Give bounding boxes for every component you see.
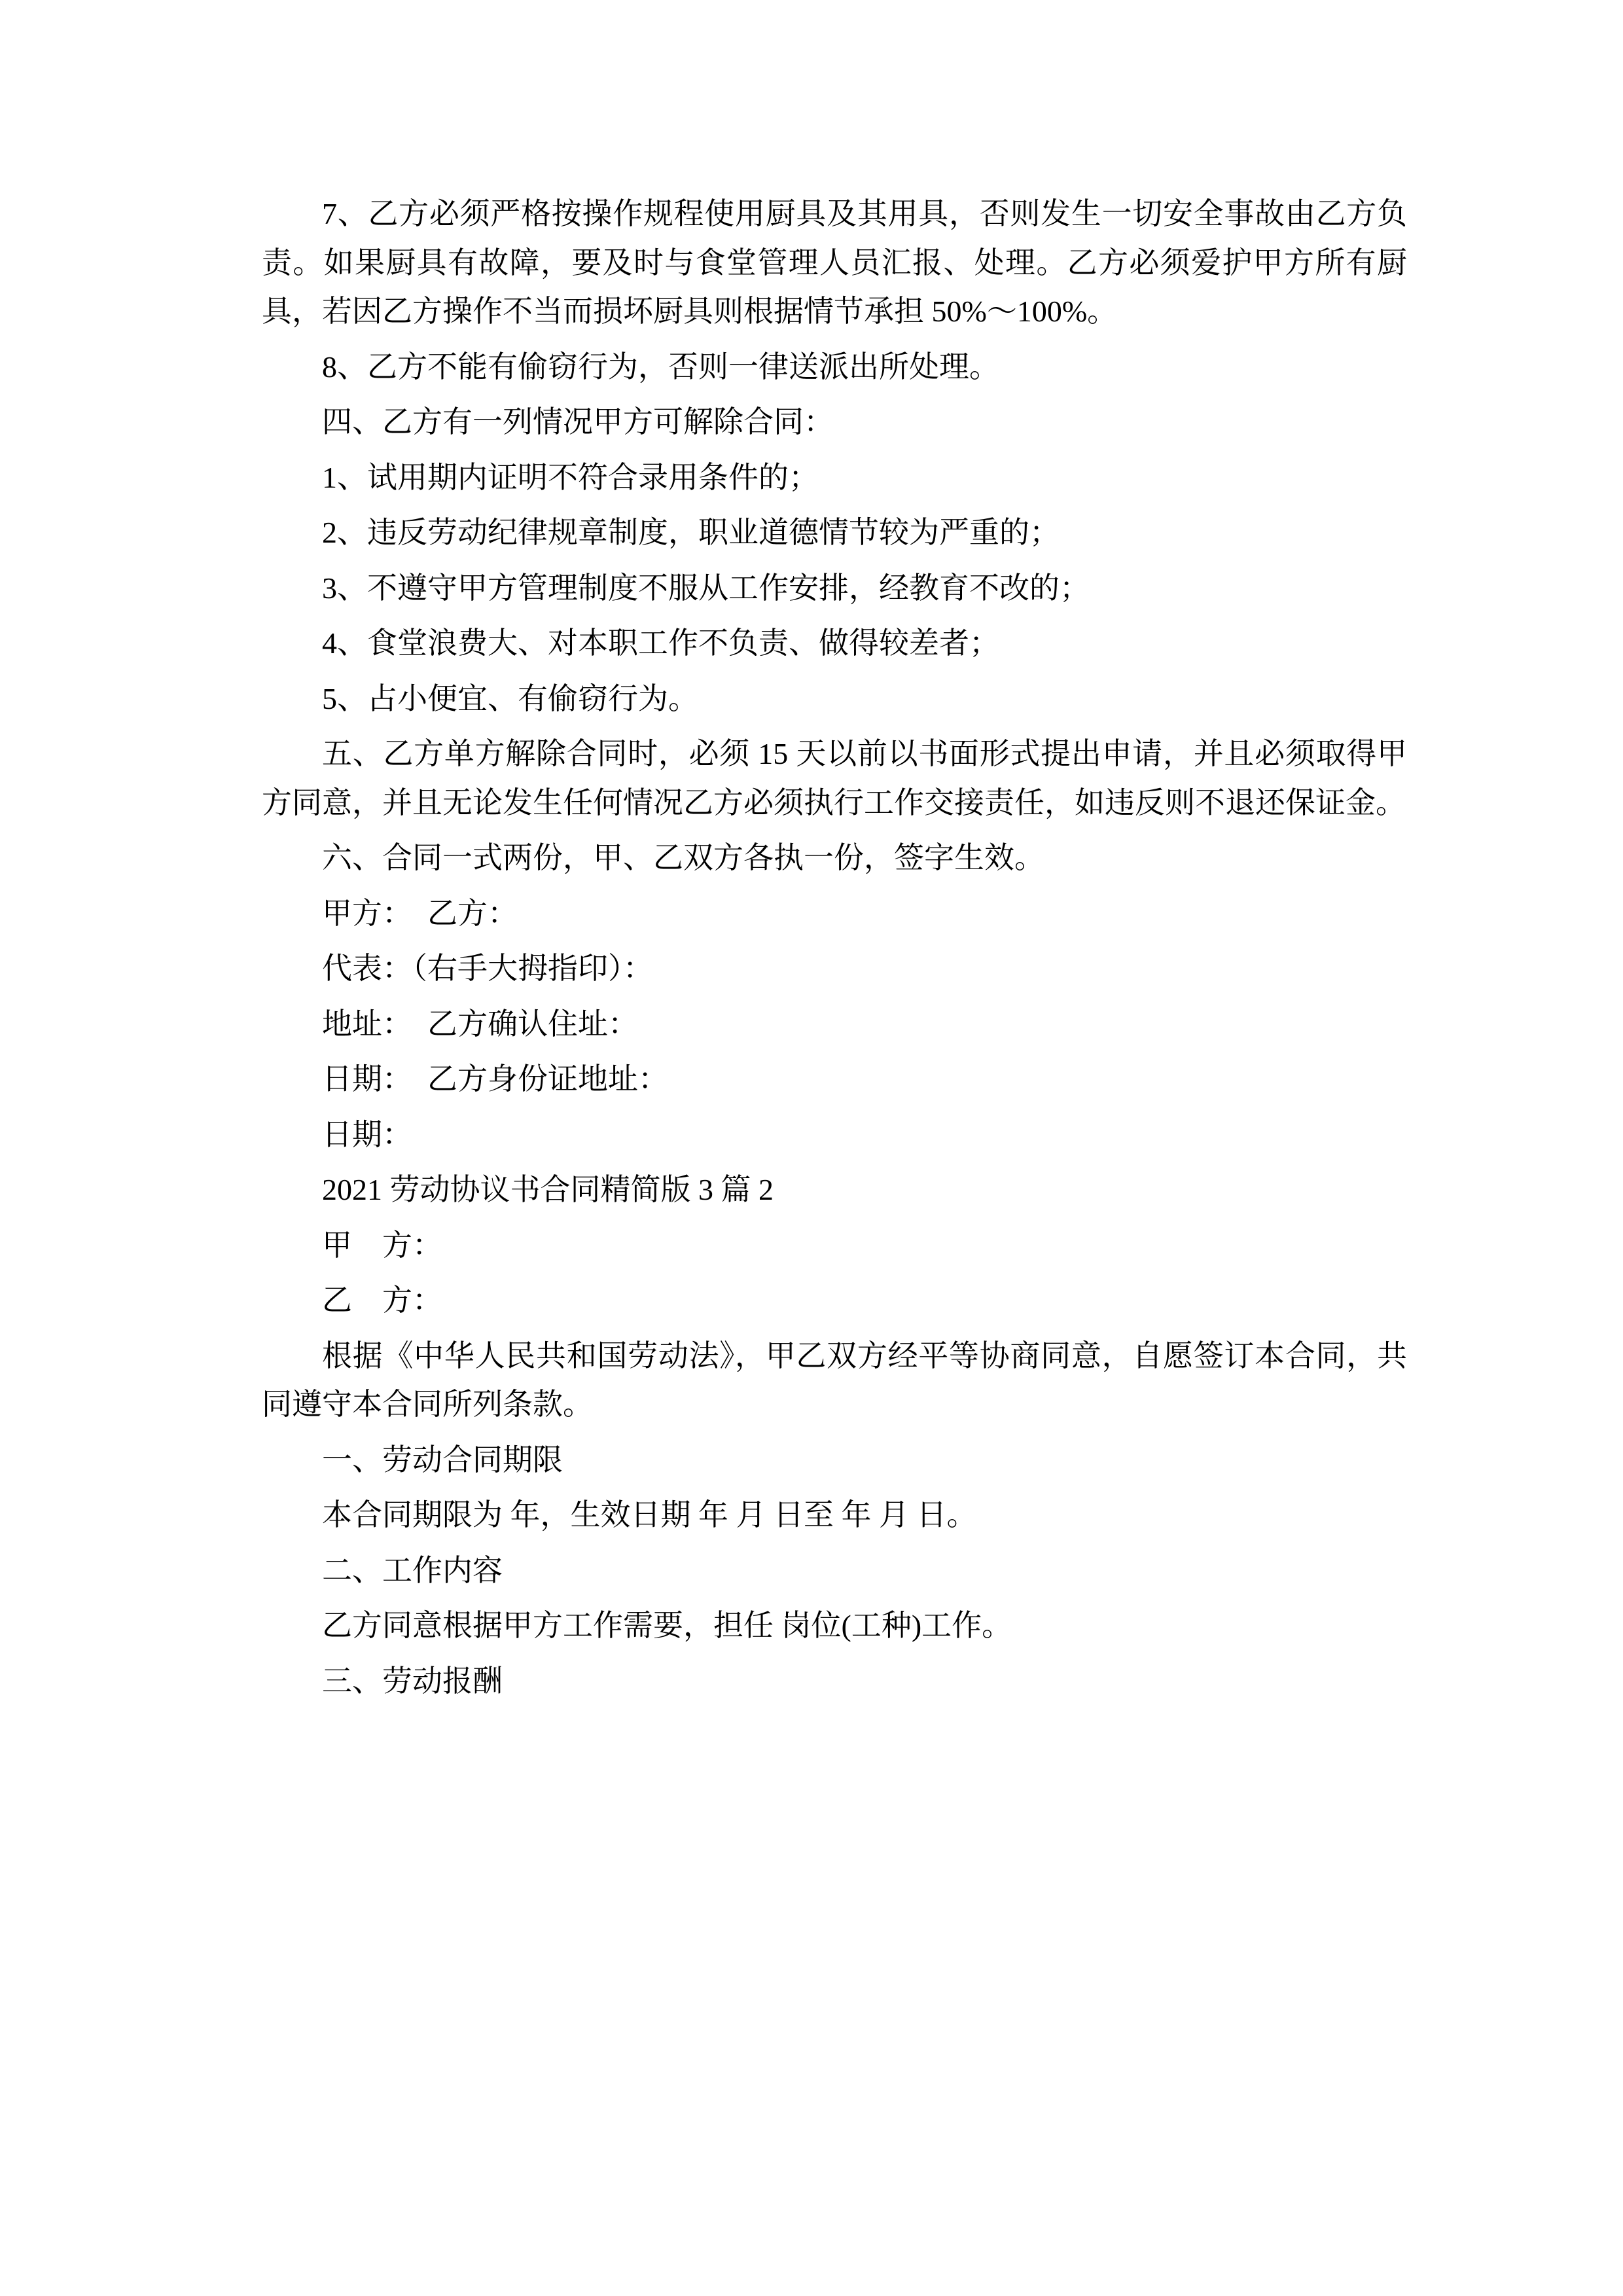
signature-address-line: 地址： 乙方确认住址： (322, 1007, 638, 1041)
paragraph-section-3-title: 三、劳动报酬 (322, 1664, 503, 1698)
paragraph-preamble: 根据《中华人民共和国劳动法》，甲乙双方经平等协商同意，自愿签订本合同，共同遵守本合同所列条款。 (262, 1338, 1407, 1422)
document-subtitle: 2021 劳动协议书合同精简版 3 篇 2 (322, 1173, 774, 1207)
signature-date-id-line: 日期： 乙方身份证地址： (322, 1062, 668, 1096)
paragraph-section-2-title: 二、工作内容 (322, 1553, 503, 1587)
paragraph-section-4-item-2: 2、违反劳动纪律规章制度，职业道德情节较为严重的； (322, 516, 1060, 550)
paragraph-section-2-body: 乙方同意根据甲方工作需要，担任 岗位(工种)工作。 (322, 1609, 1012, 1643)
signature-representative-line: 代表：（右手大拇指印）： (322, 952, 653, 986)
document-body (262, 190, 1407, 1706)
paragraph-section-4-item-1: 1、试用期内证明不符合录用条件的； (322, 460, 819, 494)
paragraph-clause-7: 7、乙方必须严格按操作规程使用厨具及其用具，否则发生一切安全事故由乙方负责。如果厨具有故障，要及时与食堂管理人员汇报、处理。乙方必须爱护甲方所有厨具，若因乙方操作不当而损坏厨具则根据情节承担 50%～100%。 (262, 197, 1407, 329)
paragraph-section-5: 五、乙方单方解除合同时，必须 15 天以前以书面形式提出申请，并且必须取得甲方同意，并且无论发生任何情况乙方必须执行工作交接责任，如违反则不退还保证金。 (262, 737, 1407, 819)
paragraph-section-4-title: 四、乙方有一列情况甲方可解除合同： (322, 405, 834, 439)
signature-parties-line: 甲方： 乙方： (322, 896, 518, 930)
paragraph-clause-8: 8、乙方不能有偷窃行为，否则一律送派出所处理。 (322, 350, 999, 384)
paragraph-section-4-item-4: 4、食堂浪费大、对本职工作不负责、做得较差者； (322, 626, 999, 660)
paragraph-section-6: 六、合同一式两份，甲、乙双方各执一份，签字生效。 (322, 841, 1044, 875)
paragraph-section-1-title: 一、劳动合同期限 (322, 1443, 563, 1477)
paragraph-section-4-item-3: 3、不遵守甲方管理制度不服从工作安排，经教育不改的； (322, 571, 1090, 605)
party-a-line: 甲 方： (322, 1228, 442, 1262)
paragraph-section-1-body: 本合同期限为 年，生效日期 年 月 日至 年 月 日。 (322, 1498, 977, 1532)
party-b-line: 乙 方： (322, 1283, 442, 1318)
signature-date-line: 日期： (322, 1117, 412, 1151)
paragraph-section-4-item-5: 5、占小便宜、有偷窃行为。 (322, 681, 698, 715)
